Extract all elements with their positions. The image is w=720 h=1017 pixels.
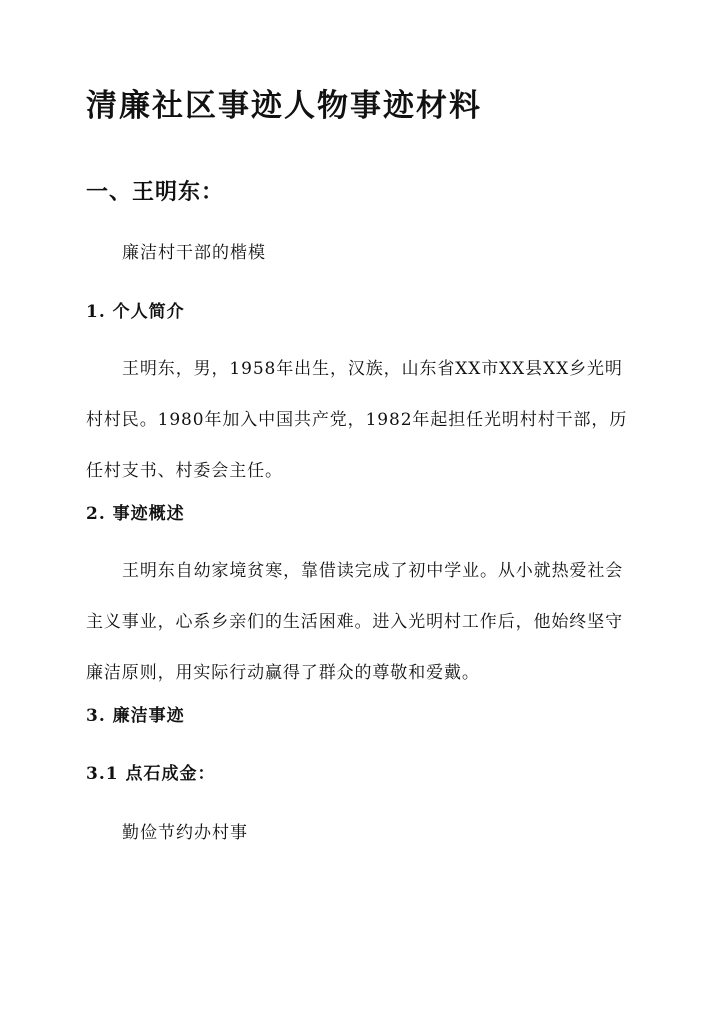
paragraph-deeds-summary: 王明东自幼家境贫寒，靠借读完成了初中学业。从小就热爱社会主义事业，心系乡亲们的生活困难。进入光明村工作后，他始终坚守廉洁原则，用实际行动赢得了群众的尊敬和爱戴。 [86, 561, 624, 683]
paragraph-personal-profile: 王明东，男，1958年出生，汉族，山东省XX市XX县XX乡光明村村民。1980年加入中国共产党，1982年起担任光明村村干部，历任村支书、村委会主任。 [86, 359, 628, 481]
document-title: 清廉社区事迹人物事迹材料 [86, 88, 482, 124]
heading-point-stone: 3.1 点石成金： [86, 764, 216, 784]
heading-deeds-summary: 2. 事迹概述 [86, 504, 185, 524]
body-line-frugal: 勤俭节约办村事 [122, 823, 248, 843]
heading-personal-profile: 1. 个人简介 [86, 302, 185, 322]
person-section-title: 一、王明东： [86, 179, 225, 205]
person-subtitle: 廉洁村干部的楷模 [122, 243, 266, 263]
heading-clean-deeds: 3. 廉洁事迹 [86, 706, 185, 726]
